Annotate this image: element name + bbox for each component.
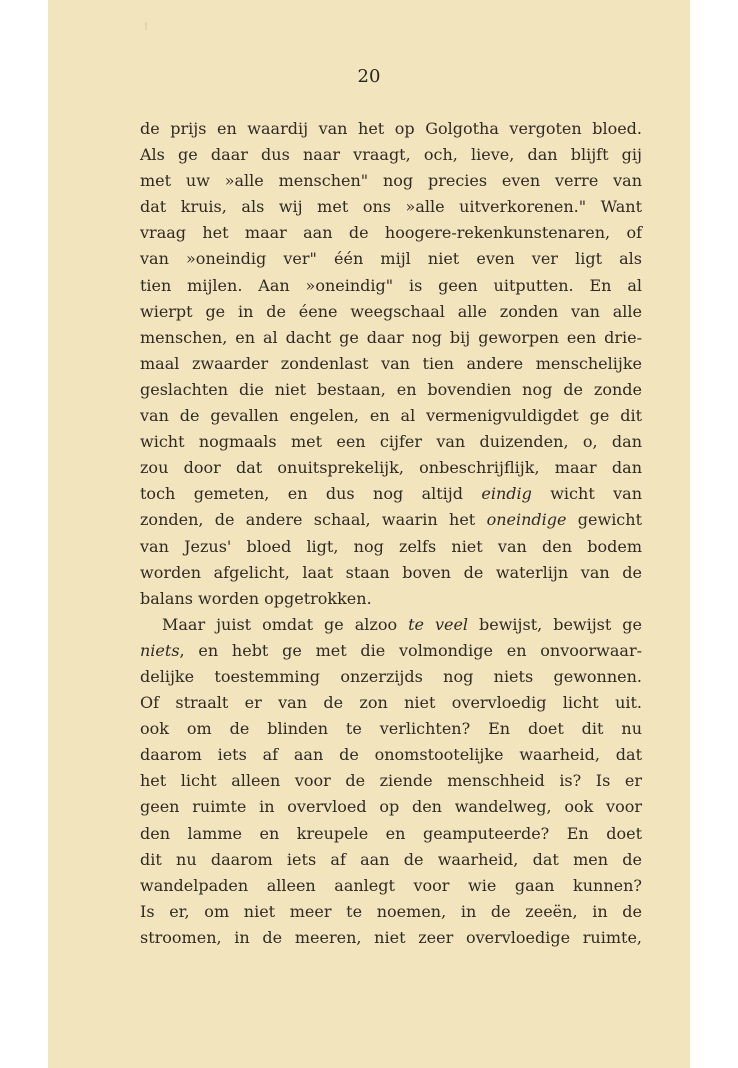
text-line: toch gemeten, en dus nog altijd eindig wicht van	[140, 484, 643, 504]
text-line: wicht nogmaals met een cijfer van duizenden, o, dan	[140, 432, 642, 452]
page-number: 20	[357, 66, 381, 87]
text-line: van de gevallen engelen, en al vermenigvuldigdet ge dit	[140, 406, 642, 426]
italic-word: oneindige	[486, 510, 567, 530]
text-line: het licht alleen voor de ziende menschheid is? Is er	[140, 771, 642, 791]
text-line: de prijs en waardij van het op Golgotha vergoten bloed.	[140, 119, 642, 138]
italic-word: niets	[140, 640, 180, 660]
text-line: van »oneindig ver" één mijl niet even ver ligt als	[140, 249, 642, 269]
text-line: tien mijlen. Aan »oneindig" is geen uitputten. En al	[140, 275, 642, 295]
text-line: wierpt ge in de éene weegschaal alle zonden van alle	[140, 301, 642, 321]
text-line: Is er, om niet meer te noemen, in de zeeën, in de	[140, 901, 642, 921]
text-line: maal zwaarder zondenlast van tien andere menschelijke	[140, 353, 642, 373]
text-line: delijke toestemming onzerzijds nog niets gewonnen.	[140, 666, 642, 686]
text-line: Maar juist omdat ge alzoo te veel bewijst, bewijst ge	[162, 614, 643, 634]
text-line: zonden, de andere schaal, waarin het oneindige gewicht	[140, 510, 643, 530]
text-line: van Jezus' bloed ligt, nog zelfs niet van den bodem	[140, 536, 642, 556]
text-line: dit nu daarom iets af aan de waarheid, dat men de	[140, 849, 642, 869]
text-line: dat kruis, als wij met ons »alle uitverkorenen." Want	[140, 197, 642, 217]
text-line: den lamme en kreupele en geamputeerde? En doet	[140, 823, 642, 843]
text-line: met uw »alle menschen" nog precies even verre van	[140, 171, 642, 191]
paper-speck	[145, 22, 147, 30]
italic-word: te veel	[408, 614, 469, 634]
book-page	[48, 0, 690, 1068]
text-line: niets, en hebt ge met die volmondige en onvoorwaar-	[140, 640, 642, 660]
text-line: zou door dat onuitsprekelijk, onbeschrijflijk, maar dan	[140, 458, 642, 478]
italic-word: eindig	[481, 484, 532, 504]
text-line: worden afgelicht, laat staan boven de waterlijn van de	[140, 562, 642, 582]
text-line: wandelpaden alleen aanlegt voor wie gaan kunnen?	[140, 875, 642, 895]
body-text	[140, 116, 642, 951]
text-line: ook om de blinden te verlichten? En doet dit nu	[140, 719, 642, 739]
text-line: vraag het maar aan de hoogere-rekenkunstenaren, of	[140, 223, 642, 243]
text-line: balans worden opgetrokken.	[140, 588, 372, 608]
text-line: geslachten die niet bestaan, en bovendien nog de zonde	[140, 379, 642, 399]
text-line: Als ge daar dus naar vraagt, och, lieve, dan blijft gij	[140, 145, 642, 165]
text-line: geen ruimte in overvloed op den wandelweg, ook voor	[140, 797, 642, 817]
text-line: Of straalt er van de zon niet overvloedig licht uit.	[140, 693, 642, 713]
text-line: daarom iets af aan de onomstootelijke waarheid, dat	[140, 745, 642, 765]
text-line: stroomen, in de meeren, niet zeer overvloedige ruimte,	[140, 927, 642, 947]
text-line: menschen, en al dacht ge daar nog bij geworpen een drie-	[140, 327, 642, 347]
